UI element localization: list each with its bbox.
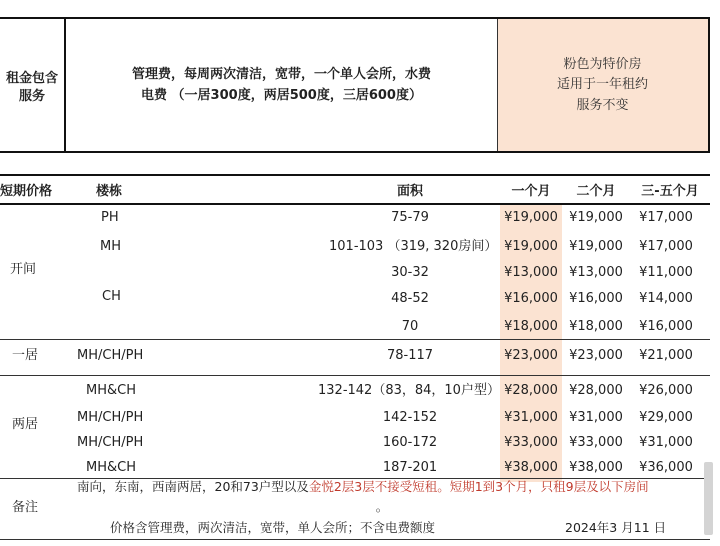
row-area: 75-79	[391, 210, 429, 225]
row-price-1m: ¥31,000	[504, 410, 558, 425]
studio-group-divider	[0, 339, 710, 340]
row-building: MH/CH/PH	[77, 435, 144, 450]
remarks-line1	[77, 478, 705, 495]
top-bottom-border	[0, 151, 710, 153]
row-building: MH&CH	[86, 460, 136, 475]
table-top-border	[0, 174, 710, 176]
row-price-2m: ¥38,000	[569, 460, 623, 475]
row-price-2m: ¥13,000	[569, 265, 623, 280]
special-note-line3: 服务不变	[576, 98, 629, 113]
row-area: 142-152	[382, 410, 438, 425]
row-price-1m: ¥13,000	[504, 265, 558, 280]
services-line1: 管理费，每周两次清洁，宽带，一个单人会所，水费	[131, 67, 431, 82]
row-price-3-5m: ¥14,000	[639, 291, 693, 306]
row-price-3-5m: ¥21,000	[639, 348, 693, 363]
header-short-term-price: 短期价格	[0, 184, 53, 199]
row-area: 30-32	[391, 265, 429, 280]
remarks-label: 备注	[12, 500, 39, 515]
special-note-line1: 粉色为特价房	[563, 57, 642, 72]
row-building: MH/CH/PH	[77, 348, 144, 363]
row-price-2m: ¥19,000	[569, 239, 623, 254]
row-price-1m: ¥18,000	[504, 319, 558, 334]
row-building: MH/CH/PH	[77, 410, 144, 425]
row-price-2m: ¥16,000	[569, 291, 623, 306]
row-price-1m: ¥19,000	[504, 239, 558, 254]
header-area: 面积	[396, 184, 423, 199]
row-price-2m: ¥19,000	[569, 210, 623, 225]
row-price-1m: ¥33,000	[504, 435, 558, 450]
remarks-date: 2024年3 月11 日	[565, 520, 667, 535]
row-area: 48-52	[391, 291, 429, 306]
row-price-1m: ¥38,000	[504, 460, 558, 475]
remarks-line1-highlight: 金悦2层3层不接受短租。短期1到3个月，只租9层及以下房间	[308, 479, 649, 494]
group-studio: 开间	[10, 262, 37, 277]
group-one-bedroom: 一居	[12, 348, 39, 363]
row-price-2m: ¥33,000	[569, 435, 623, 450]
row-area: 160-172	[382, 435, 438, 450]
top-divider-right	[708, 17, 710, 153]
top-divider-left	[64, 17, 66, 153]
row-price-2m: ¥23,000	[569, 348, 623, 363]
row-area: 101-103 （319, 320房间）	[329, 239, 498, 254]
row-area: 70	[401, 319, 419, 334]
remarks-line1-text: 南向，东南，西南两居，20和73户型以及	[77, 479, 309, 494]
special-note-line2: 适用于一年租约	[556, 77, 648, 92]
row-price-3-5m: ¥17,000	[639, 210, 693, 225]
remarks-bottom-border	[0, 539, 710, 540]
group-two-bedroom: 两居	[12, 417, 39, 432]
row-price-3-5m: ¥36,000	[639, 460, 693, 475]
row-building: MH&CH	[86, 383, 136, 398]
services-included-label: 租金包含 服务	[5, 71, 58, 104]
row-price-1m: ¥19,000	[504, 210, 558, 225]
row-price-3-5m: ¥29,000	[639, 410, 693, 425]
remarks-line1-end: 。	[375, 499, 389, 514]
row-price-2m: ¥18,000	[569, 319, 623, 334]
row-area: 132-142（83，84，10户型）	[318, 383, 500, 398]
row-price-3-5m: ¥11,000	[639, 265, 693, 280]
remarks-line2: 价格含管理费，两次清洁，宽带，单人会所；不含电费额度	[110, 520, 436, 535]
row-area: 187-201	[382, 460, 438, 475]
header-two-months: 二个月	[576, 184, 616, 199]
header-one-month: 一个月	[511, 184, 551, 199]
header-building: 楼栋	[96, 184, 123, 199]
row-price-1m: ¥23,000	[504, 348, 558, 363]
row-price-1m: ¥28,000	[504, 383, 558, 398]
header-underline	[0, 203, 710, 205]
row-price-3-5m: ¥26,000	[639, 383, 693, 398]
row-price-1m: ¥16,000	[504, 291, 558, 306]
row-price-2m: ¥28,000	[569, 383, 623, 398]
header-three-five-months: 三-五个月	[641, 184, 699, 199]
row-price-3-5m: ¥16,000	[639, 319, 693, 334]
row-area: 78-117	[386, 348, 434, 363]
row-price-3-5m: ¥17,000	[639, 239, 693, 254]
services-line2: 电费 （一居300度，两居500度，三居600度）	[141, 88, 422, 103]
row-building: MH	[100, 239, 121, 254]
row-price-2m: ¥31,000	[569, 410, 623, 425]
row-building: CH	[102, 289, 121, 304]
scroll-thumb[interactable]	[704, 462, 713, 535]
row-price-3-5m: ¥31,000	[639, 435, 693, 450]
row-building: PH	[101, 210, 119, 225]
one-bed-group-divider	[0, 375, 710, 376]
